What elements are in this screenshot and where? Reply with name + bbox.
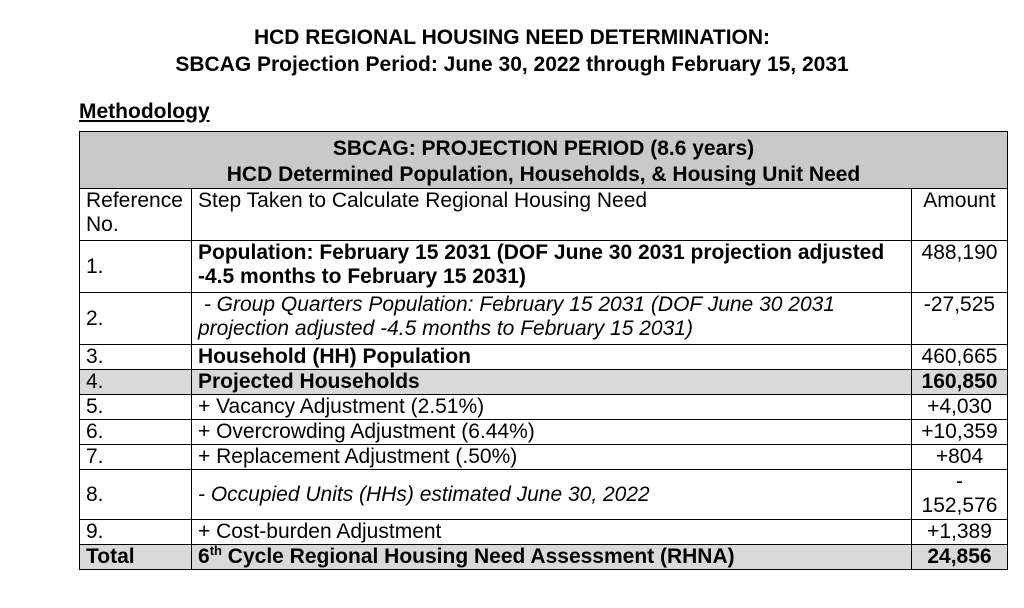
ref-cell: 6. <box>80 420 192 445</box>
total-step-ordinal: th <box>209 543 222 558</box>
table-row <box>80 520 1008 545</box>
step-cell: Population: February 15 2031 (DOF June 30 2031 projection adjusted -4.5 months to February 15 2031) <box>192 241 912 293</box>
step-cell: - Occupied Units (HHs) estimated June 30, 2022 <box>192 470 912 520</box>
amount-cell: +4,030 <box>911 395 1007 420</box>
page-title-line1: HCD REGIONAL HOUSING NEED DETERMINATION: <box>253 26 771 49</box>
total-label: Total <box>80 545 192 570</box>
table-row <box>80 345 1008 370</box>
table-title-row <box>80 132 1008 189</box>
amount-cell: 488,190 <box>911 241 1007 293</box>
col-header-amount: Amount <box>911 189 1007 241</box>
table-title-line2: HCD Determined Population, Households, & Housing Unit Need <box>226 163 861 186</box>
step-cell: + Overcrowding Adjustment (6.44%) <box>192 420 912 445</box>
step-cell: Household (HH) Population <box>192 345 912 370</box>
total-row <box>80 545 1008 570</box>
ref-cell: 5. <box>80 395 192 420</box>
amount-value: 152,576 <box>921 494 998 517</box>
table-title-cell <box>80 132 1008 189</box>
amount-cell: 460,665 <box>911 345 1007 370</box>
ref-cell: 7. <box>80 445 192 470</box>
step-cell: + Cost-burden Adjustment <box>192 520 912 545</box>
ref-cell: 4. <box>80 370 192 395</box>
ref-cell: 8. <box>80 470 192 520</box>
amount-cell: +804 <box>911 445 1007 470</box>
methodology-heading: Methodology <box>79 100 210 123</box>
table-row <box>80 470 1008 520</box>
col-header-step: Step Taken to Calculate Regional Housing Need <box>192 189 912 241</box>
amount-cell: +1,389 <box>911 520 1007 545</box>
col-header-ref: Reference No. <box>80 189 192 241</box>
total-amount: 24,856 <box>911 545 1007 570</box>
table-row-highlighted <box>80 370 1008 395</box>
total-step-text: Cycle Regional Housing Need Assessment (RHNA) <box>221 545 735 568</box>
table-row <box>80 395 1008 420</box>
table-row <box>80 445 1008 470</box>
table-row <box>80 241 1008 293</box>
page-subtitle: SBCAG Projection Period: June 30, 2022 through February 15, 2031 <box>175 53 849 76</box>
column-header-row <box>80 189 1008 241</box>
amount-cell: 160,850 <box>911 370 1007 395</box>
amount-sign: - <box>955 470 963 493</box>
amount-cell <box>911 470 1007 520</box>
total-step-number: 6 <box>198 545 210 568</box>
step-cell: - Group Quarters Population: February 15 2031 (DOF June 30 2031 projection adjusted -4.5 months to February 15 2031) <box>192 293 912 345</box>
rhna-table <box>79 131 1008 570</box>
amount-cell: -27,525 <box>911 293 1007 345</box>
amount-cell: +10,359 <box>911 420 1007 445</box>
total-step <box>192 545 912 570</box>
ref-cell: 2. <box>80 293 192 345</box>
table-row <box>80 293 1008 345</box>
step-cell: Projected Households <box>192 370 912 395</box>
table-row <box>80 420 1008 445</box>
ref-cell: 3. <box>80 345 192 370</box>
step-cell: + Replacement Adjustment (.50%) <box>192 445 912 470</box>
ref-cell: 1. <box>80 241 192 293</box>
step-cell: + Vacancy Adjustment (2.51%) <box>192 395 912 420</box>
ref-cell: 9. <box>80 520 192 545</box>
table-title-line1: SBCAG: PROJECTION PERIOD (8.6 years) <box>332 137 755 160</box>
